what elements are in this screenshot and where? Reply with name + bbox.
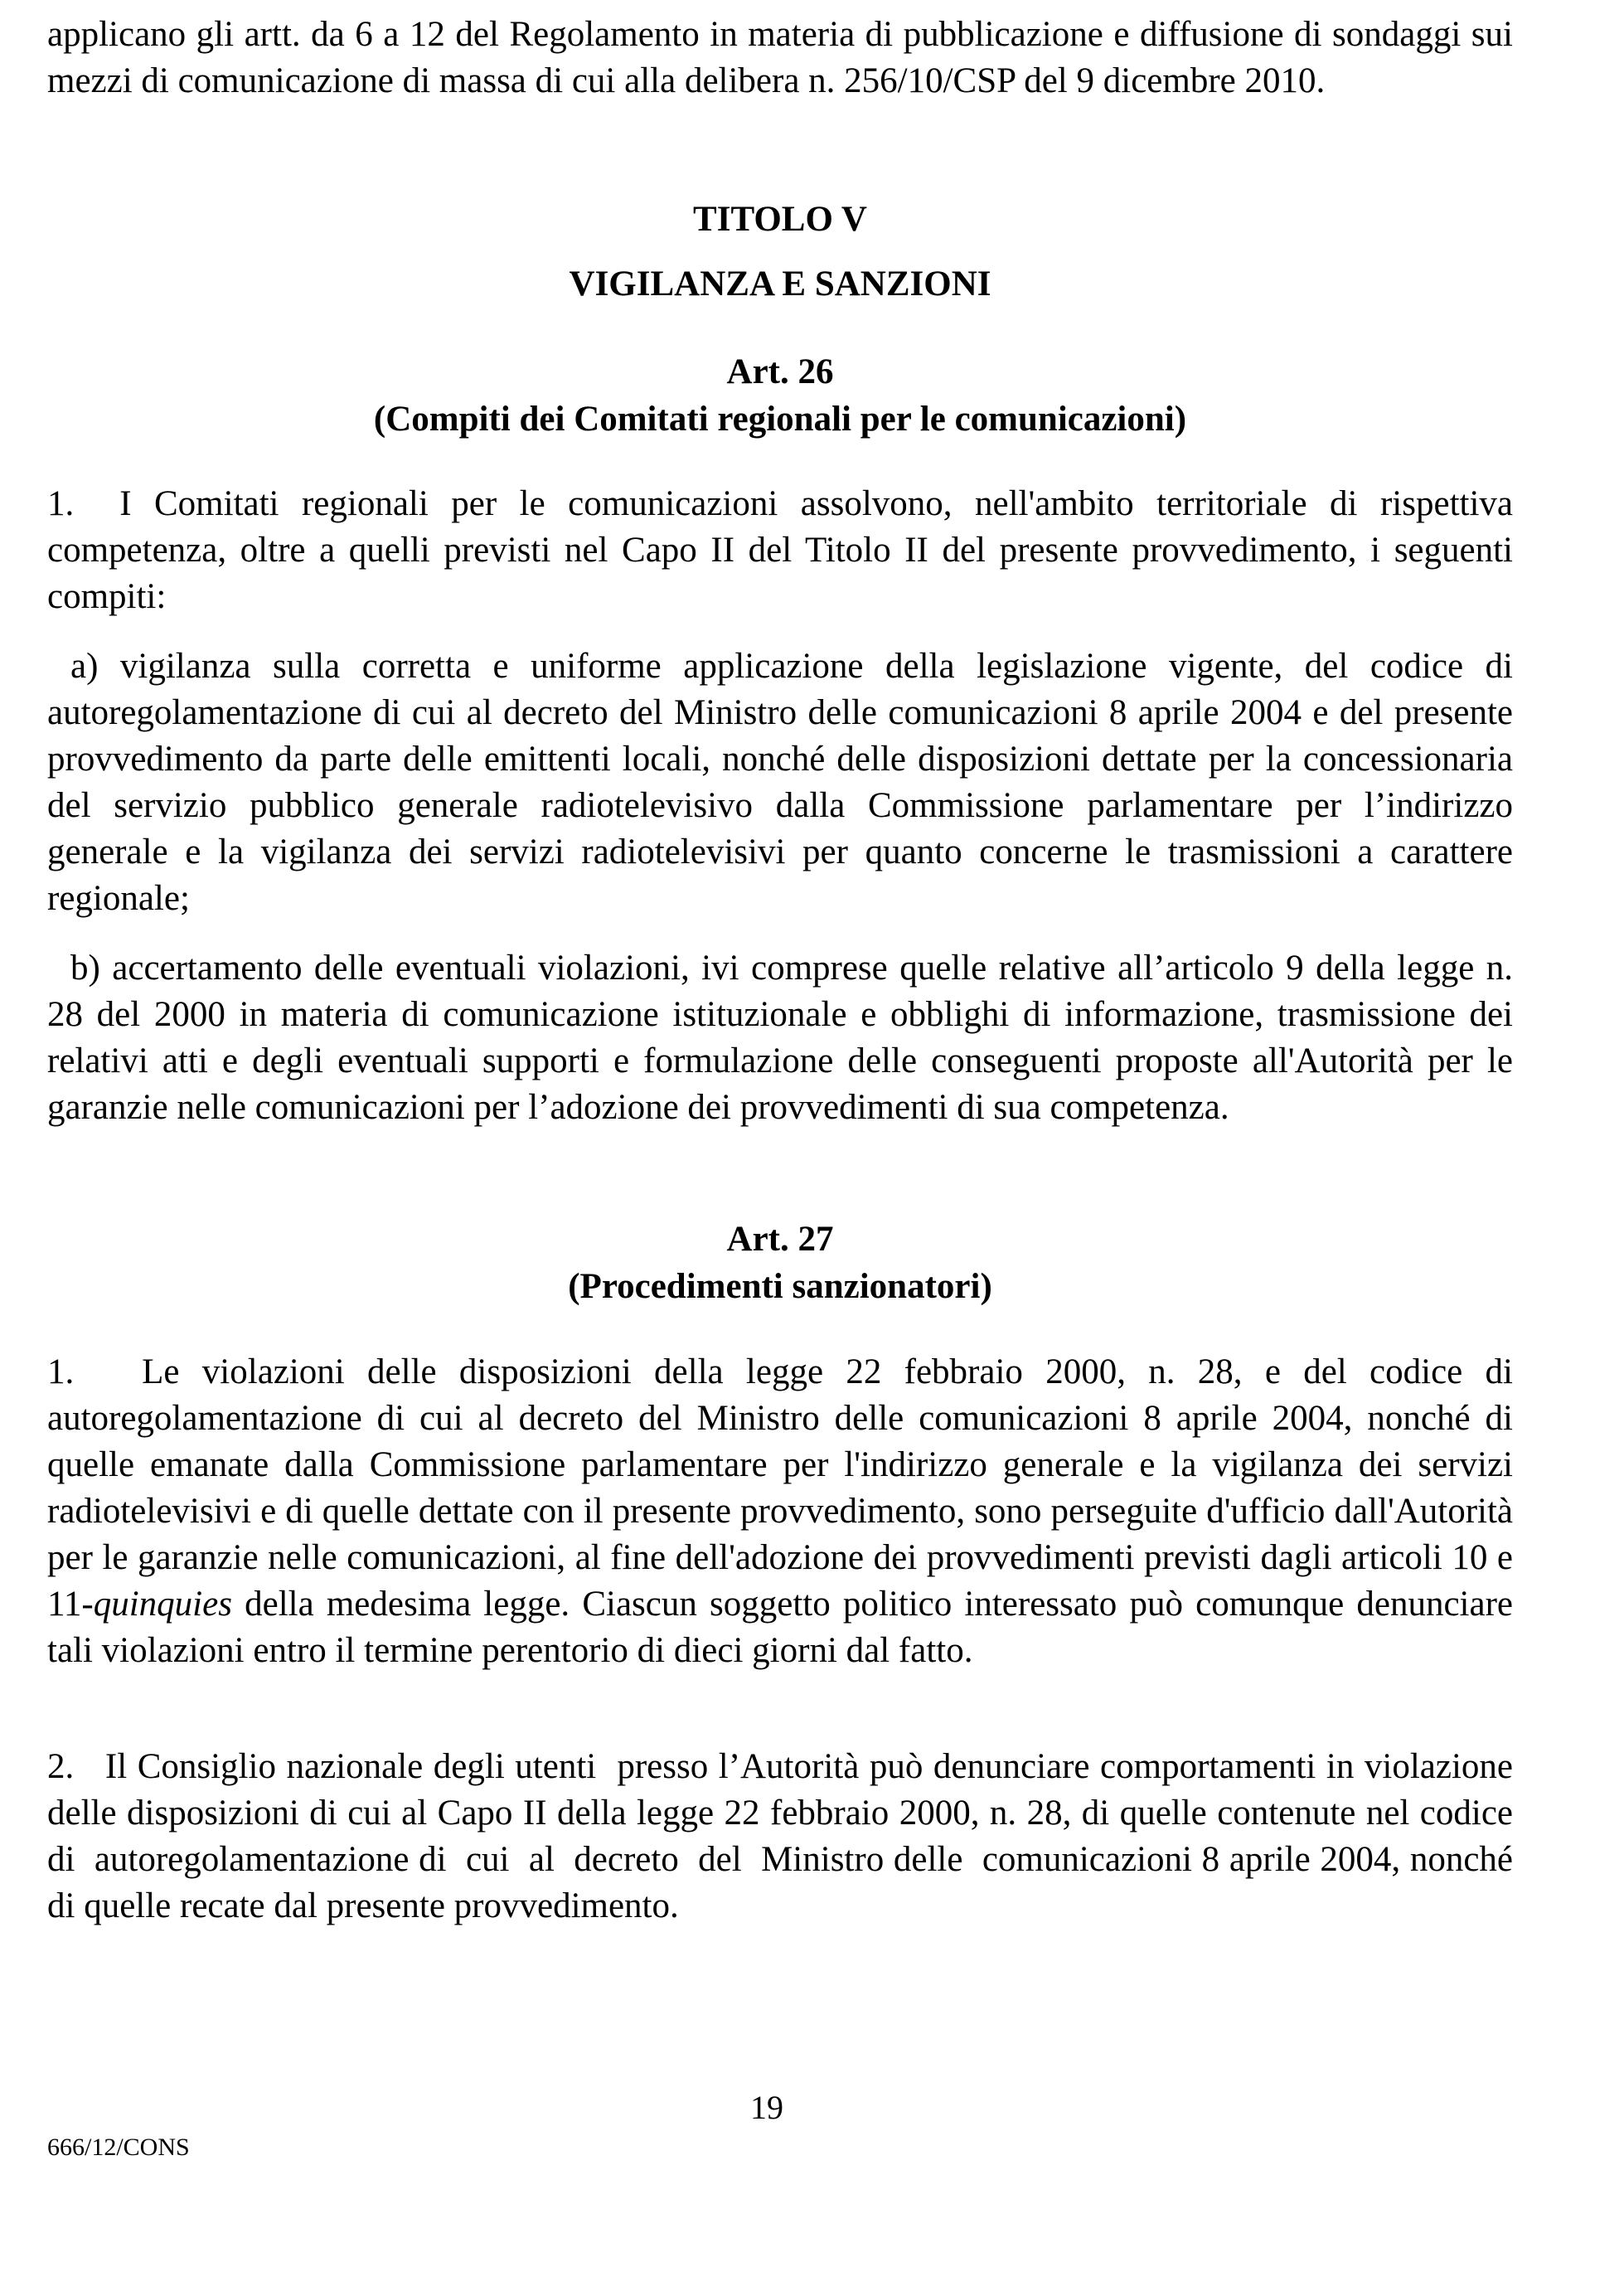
title-name: VIGILANZA E SANZIONI bbox=[569, 265, 991, 303]
article-27-paragraph-2: 2. Il Consiglio nazionale degli utenti presso l’Autorità può denunciare comportamenti in violazione delle disposizioni di cui al Capo II della legge 22 febbraio 2000, n. 28, di quelle contenute nel codice di autoregolamentazione di cui al decreto del Ministro delle comunicazioni 8 aprile 2004, nonché di quelle recate dal presente provvedimento. bbox=[47, 1747, 1522, 1925]
article-26-heading: (Compiti dei Comitati regionali per le comunicazioni) bbox=[373, 400, 1187, 439]
intro-paragraph: applicano gli artt. da 6 a 12 del Regolamento in materia di pubblicazione e diffusione di sondaggi sui mezzi di comunicazione di massa di cui alla delibera n. 256/10/CSP del 9 dicembre 2010. bbox=[47, 15, 1513, 100]
italic-term: quinquies bbox=[93, 1585, 232, 1624]
article-26-paragraph-1: 1. I Comitati regionali per le comunicazioni assolvono, nell'ambito territoriale di rispettiva competenza, oltre a quelli previsti nel Capo II del Titolo II del presente provvedimento, i seguenti compiti: bbox=[47, 484, 1522, 616]
article-26-item-a: a) vigilanza sulla corretta e uniforme applicazione della legislazione vigente, del codice di autoregolamentazione di cui al decreto del Ministro delle comunicazioni 8 aprile 2004 e del presente provvedimento da parte delle emittenti locali, nonché delle disposizioni dettate per la concessionaria del servizio pubblico generale radiotelevisivo dalla Commissione parlamentare per l’indirizzo generale e la vigilanza dei servizi radiotelevisivi per quanto concerne le trasmissioni a carattere regionale; bbox=[47, 647, 1513, 918]
article-27-number: Art. 27 bbox=[726, 1220, 834, 1259]
page-number: 19 bbox=[750, 2089, 783, 2126]
article-27-paragraph-1: 1. Le violazioni delle disposizioni della legge 22 febbraio 2000, n. 28, e del codice di autoregolamentazione di cui al decreto del Ministro delle comunicazioni 8 aprile 2004, nonché di quelle emanate dalla Commissione parlamentare per l'indirizzo generale e la vigilanza dei servizi radiotelevisivi e di quelle dettate con il presente provvedimento, sono perseguite d'ufficio dall'Autorità per le garanzie nelle comunicazioni, al fine dell'adozione dei provvedimenti previsti dagli articoli 10 e 11-quinquies della medesima legge. Ciascun soggetto politico interessato può comunque denunciare tali violazioni entro il termine perentorio di dieci giorni dal fatto. bbox=[47, 1352, 1522, 1670]
article-27-heading: (Procedimenti sanzionatori) bbox=[568, 1267, 992, 1306]
article-26-number: Art. 26 bbox=[726, 352, 834, 391]
document-reference: 666/12/CONS bbox=[47, 2134, 190, 2161]
article-26-item-b: b) accertamento delle eventuali violazioni, ivi comprese quelle relative all’articolo 9 della legge n. 28 del 2000 in materia di comunicazione istituzionale e obblighi di informazione, trasmissione dei relativi atti e degli eventuali supporti e formulazione delle conseguenti proposte all'Autorità per le garanzie nelle comunicazioni per l’adozione dei provvedimenti di sua competenza. bbox=[47, 949, 1513, 1127]
title-number: TITOLO V bbox=[693, 200, 867, 239]
